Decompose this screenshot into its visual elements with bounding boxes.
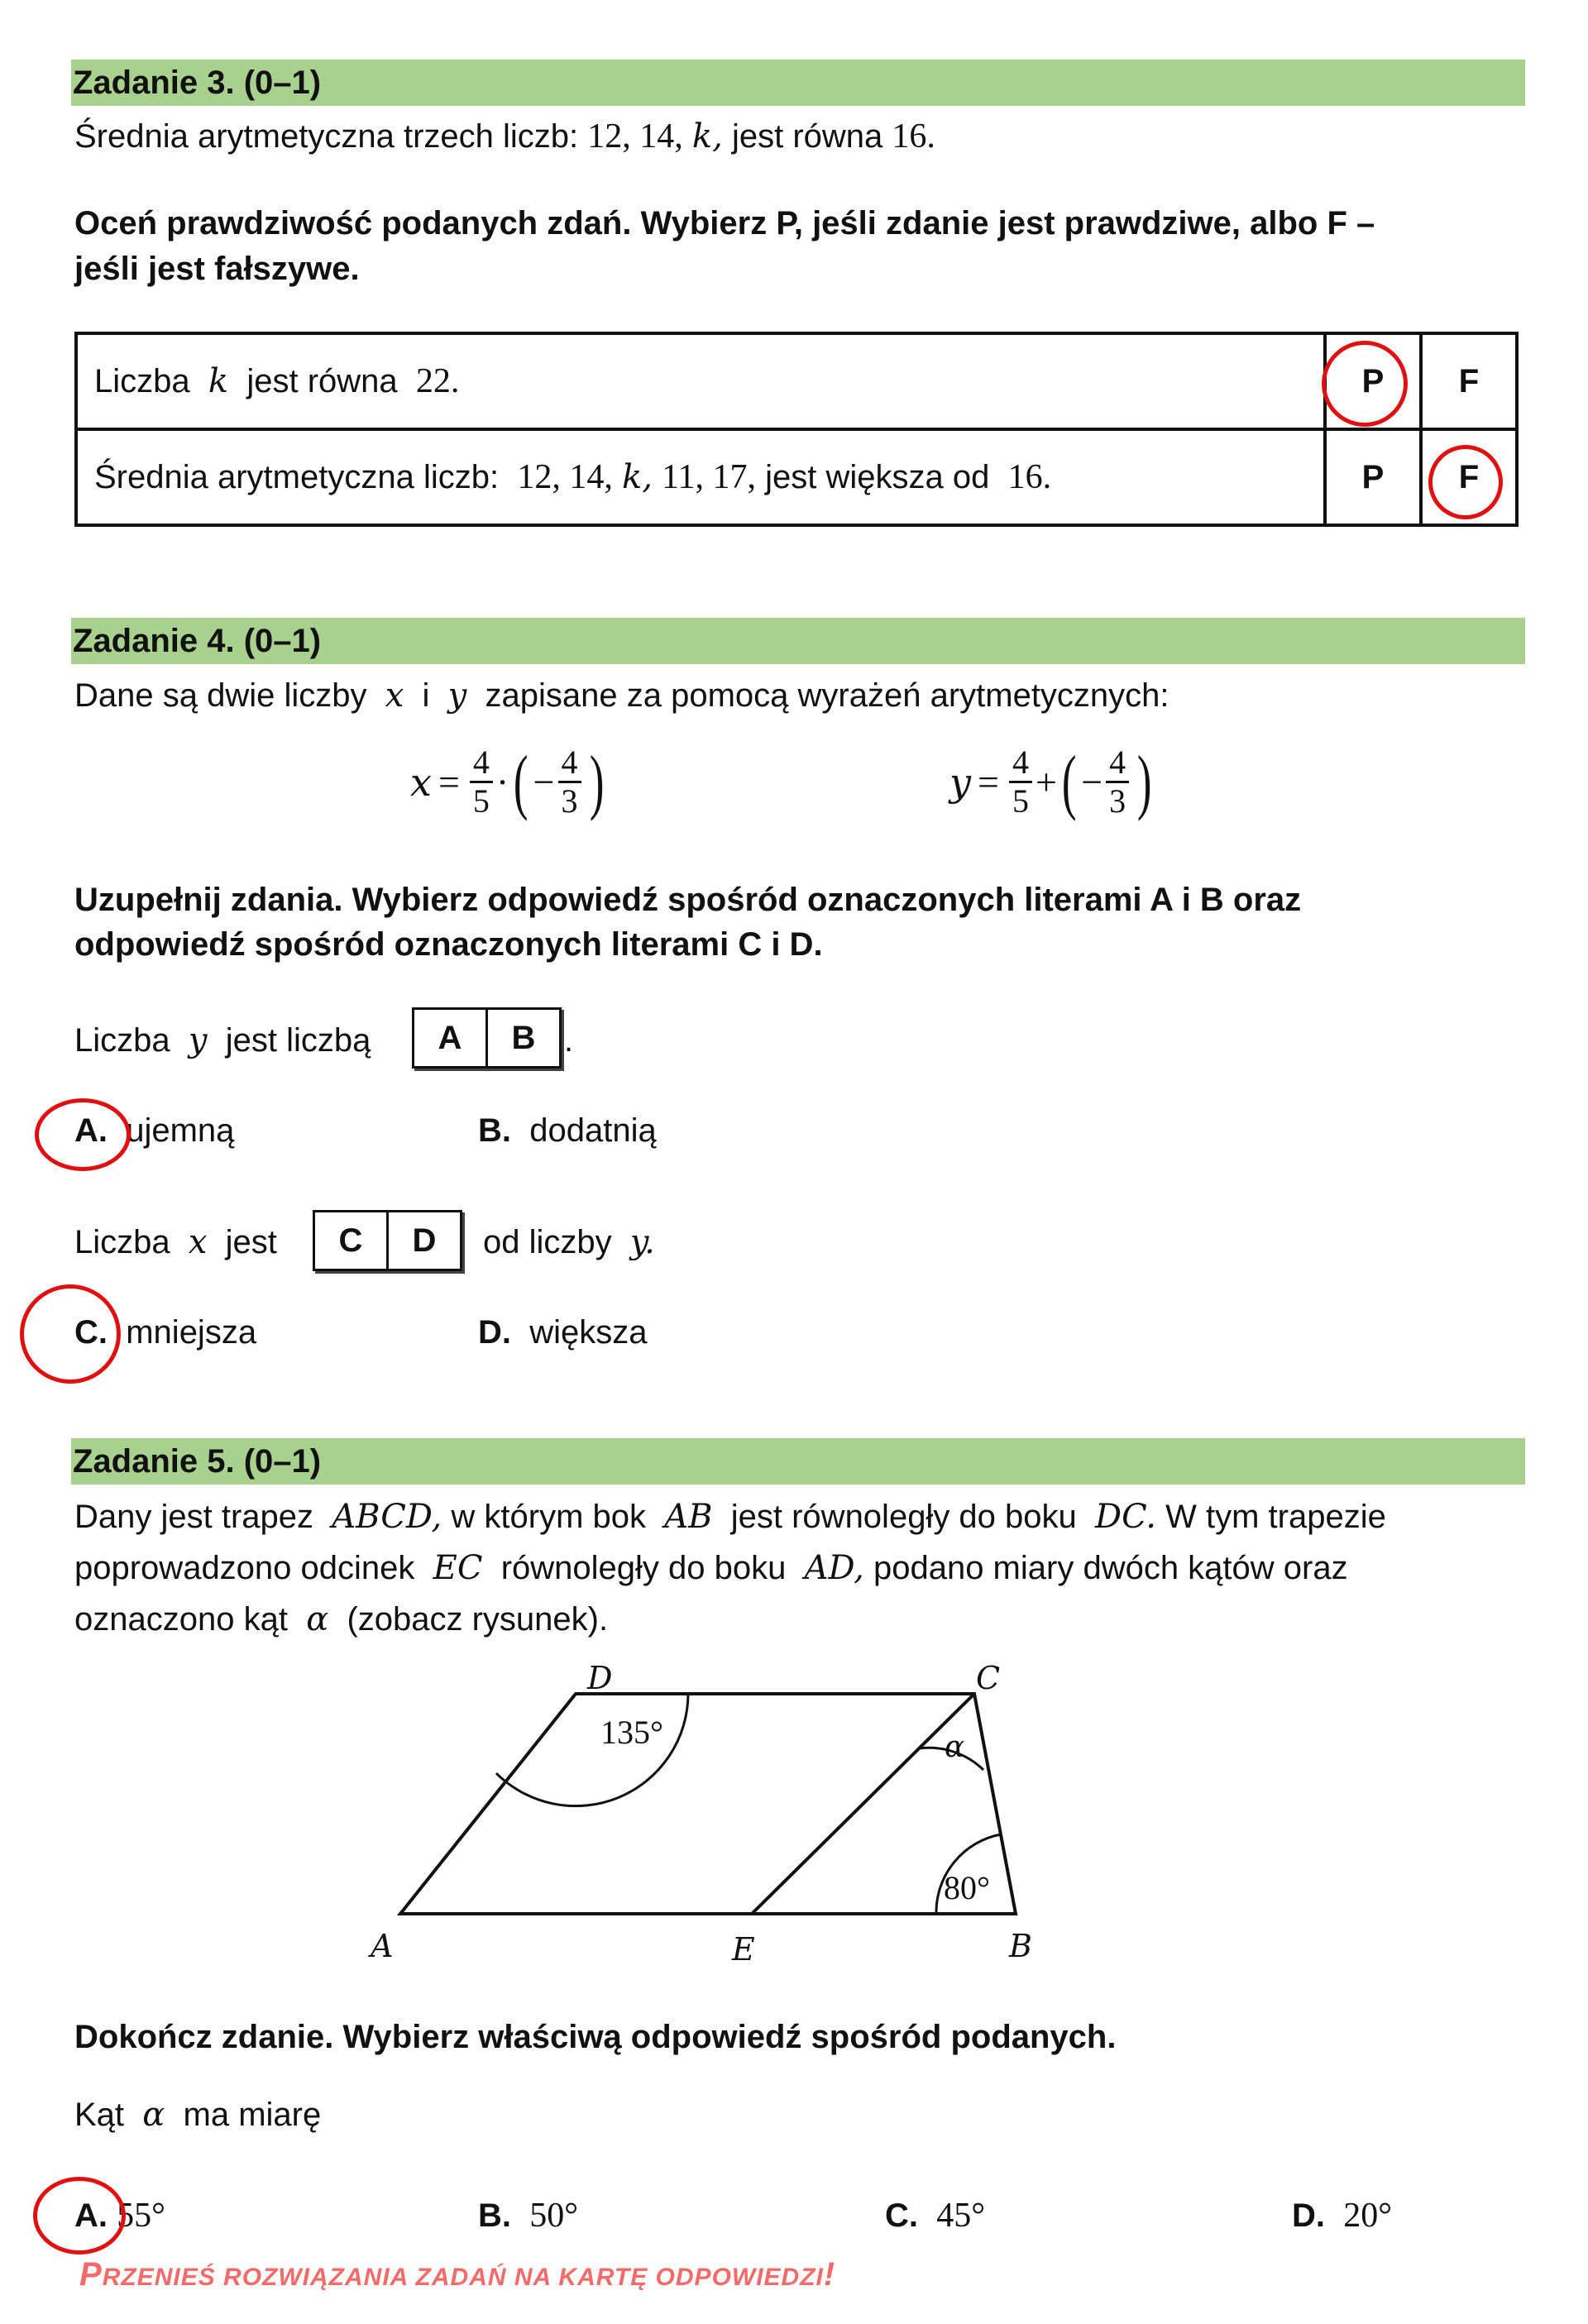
task3-intro-var: k, [691,117,723,155]
frac-num: 4 [1106,744,1129,783]
formula-x-minus: − [533,761,555,803]
t5-l1-b: w którym bok [451,1499,646,1535]
paren-close: ) [1137,741,1152,822]
row2-nums1: 12, 14, [517,458,613,496]
label-a: A [371,1928,394,1964]
t5-l2-a: poprowadzono odcinek [74,1550,415,1586]
frac-num: 4 [1009,744,1032,783]
angle-b-label: 80° [944,1869,990,1906]
formula-y-op: + [1035,761,1057,803]
row2-pre: Średnia arytmetyczna liczb: [94,459,500,495]
t5-option-d-letter: D. [1292,2197,1325,2234]
footer-initial: P [79,2256,103,2293]
label-c: C [976,1660,1001,1696]
t5-option-a-value: 55° [117,2197,165,2235]
row1-pre: Liczba [94,363,190,399]
s1-var: y [188,1021,208,1059]
t5-option-b-value: 50° [529,2197,579,2235]
t5-l3-a: oznaczono kąt [74,1601,288,1638]
row1-f-cell[interactable]: F [1421,333,1517,429]
t5-l2-b: równoległy do boku [500,1550,787,1586]
task5-instruction: Dokończ zdanie. Wybierz właściwą odpowiedź spośród podanych. [74,2019,1117,2055]
t5-option-c-value: 45° [936,2197,986,2235]
option-c-letter: C. [74,1314,108,1351]
row1-p-cell[interactable]: P [1325,333,1421,429]
formula-y-lhs: y [949,759,971,805]
s2-var2: y. [629,1223,655,1261]
t5-l3-b: (zobacz rysunek). [347,1601,609,1638]
box-option-a[interactable]: A [438,1019,462,1056]
task3-intro-nums: 12, 14, [587,117,683,155]
s2-var: x [188,1223,208,1261]
label-b: B [1009,1928,1032,1964]
option-b-letter: B. [478,1112,511,1149]
task5-option-d[interactable] [1292,2194,1392,2237]
t5-l3-v: α [306,1600,329,1638]
t5-l1-v1: ABCD, [332,1498,442,1536]
t5-l1-v3: DC. [1095,1498,1156,1536]
row1-val: 22. [415,362,460,400]
task4-conj: i [422,677,430,714]
paren-open: ( [514,741,529,822]
task4-var-x: x [385,677,404,715]
angle-alpha-label: α [945,1730,965,1764]
s1-post: jest liczbą [225,1022,371,1059]
label-d: D [587,1660,613,1696]
paren-close: ) [589,741,604,822]
row2-val: 16. [1007,458,1052,496]
frac-den: 3 [561,782,578,820]
s1-end: . [564,1022,574,1059]
s1-pre: Liczba [74,1022,170,1059]
t5-l1-a: Dany jest trapez [74,1499,314,1535]
t5-option-c-letter: C. [885,2197,918,2234]
frac-den: 5 [472,782,490,820]
task5-stem [74,2093,321,2136]
task3-instruction-line2: jeśli jest fałszywe. [74,251,360,287]
box-option-d[interactable]: D [386,1212,460,1269]
option-d-letter: D. [478,1314,511,1351]
box-option-c[interactable]: C [338,1222,363,1259]
s2-post: od liczby [483,1224,612,1260]
task4-var-y: y [447,677,467,715]
label-e: E [732,1931,755,1968]
t5-l2-v1: EC [433,1549,483,1587]
task4-intro-pre: Dane są dwie liczby [74,677,367,714]
footer-note [79,2256,835,2293]
task4-instruction-line2: odpowiedź spośród oznaczonych literami C i D. [74,926,823,963]
s2-pre: Liczba [74,1224,170,1260]
t5-option-d-value: 20° [1343,2197,1393,2235]
answer-circle-t5-option-a [33,2177,126,2255]
t5-option-a-letter: A. [74,2197,108,2234]
task5-option-c[interactable] [885,2194,985,2237]
task4-instruction-line1: Uzupełnij zdania. Wybierz odpowiedź spośród oznaczonych literami A i B oraz [74,882,1302,918]
paren-open: ( [1061,741,1077,822]
row1-post: jest równa [246,363,398,399]
stem-pre: Kąt [74,2097,125,2133]
row2-f-cell[interactable]: F [1421,429,1517,525]
task5-option-b[interactable] [478,2194,578,2237]
frac-den: 5 [1012,782,1029,820]
s2-mid: jest [225,1224,277,1260]
frac-num: 4 [558,744,581,783]
row1-var: k [208,362,229,400]
row2-p-cell[interactable]: P [1325,429,1421,525]
row2-nums2: 11, 17, [662,458,756,496]
task3-intro-post: jest równa [731,118,883,155]
formula-y-minus: − [1081,761,1103,803]
formula-x-op: · [495,761,509,803]
formula-x-eq: = [438,761,460,803]
task5-header: Zadanie 5. (0–1) [71,1438,1525,1485]
formula-x-lhs: x [410,759,432,805]
segment-ec [752,1694,974,1914]
row2-post: jest większa od [765,459,990,495]
footer-end: ! [823,2256,836,2293]
stem-var: α [142,2096,165,2134]
task3-instruction-line1: Oceń prawdziwość podanych zdań. Wybierz P, jeśli zdanie jest prawdziwe, albo F – [74,205,1375,241]
box-option-b[interactable]: B [485,1010,559,1066]
row2-var: k, [621,458,653,496]
t5-l1-v2: AB [664,1498,713,1536]
task3-intro-pre: Średnia arytmetyczna trzech liczb: [74,118,579,155]
task3-header: Zadanie 3. (0–1) [71,60,1525,106]
t5-l2-c: podano miary dwóch kątów oraz [873,1550,1348,1586]
t5-option-b-letter: B. [478,2197,511,2234]
t5-l2-v2: AD, [804,1549,864,1587]
option-c-text: mniejsza [126,1314,257,1351]
stem-post: ma miarę [183,2097,322,2133]
formula-y-eq: = [978,761,999,803]
option-a-text: ujemną [126,1112,235,1149]
task4-header: Zadanie 4. (0–1) [71,618,1525,664]
footer-text: RZENIEŚ ROZWIĄZANIA ZADAŃ NA KARTĘ ODPOWIEDZI [102,2264,824,2291]
task4-intro-post: zapisane za pomocą wyrażeń arytmetycznych: [485,677,1169,714]
angle-d-label: 135° [600,1714,663,1751]
t5-l1-c: jest równoległy do boku [730,1499,1077,1535]
option-b-text: dodatnią [529,1112,657,1149]
frac-num: 4 [470,744,493,783]
frac-den: 3 [1109,782,1126,820]
trapezoid-outline [400,1694,1016,1914]
t5-l1-d: W tym trapezie [1165,1499,1386,1535]
task3-intro-val: 16. [892,117,935,155]
option-d-text: większa [529,1314,648,1351]
option-a-letter: A. [74,1112,108,1149]
